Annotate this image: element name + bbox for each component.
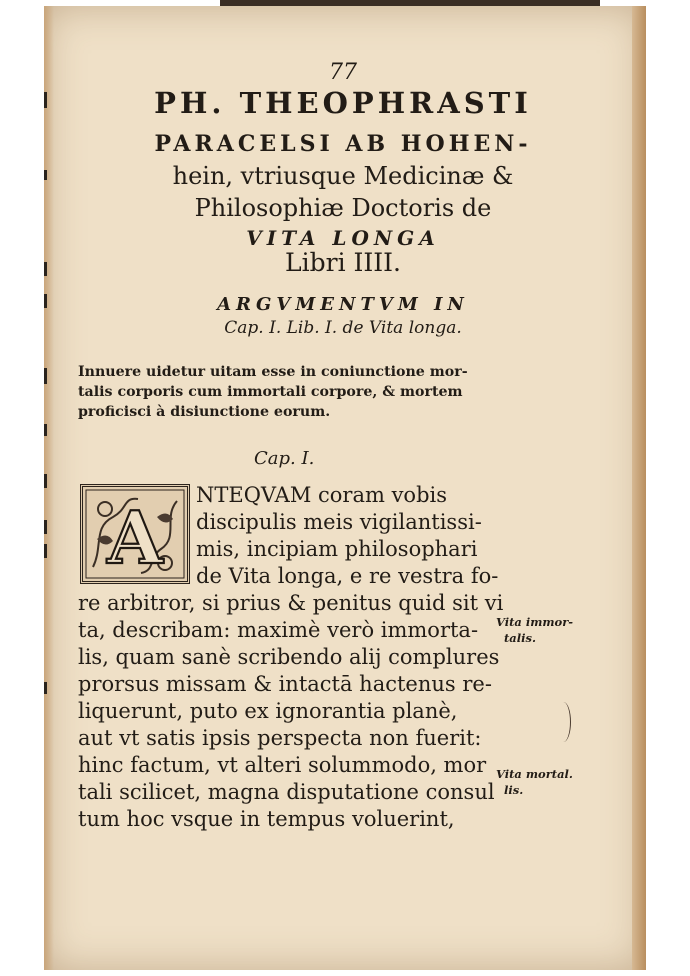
page-number: 77 (329, 60, 357, 85)
title-line-3: hein, vtriusque Medicinæ & (172, 162, 514, 190)
bleed-mark (44, 294, 47, 308)
marginal-note-line: Vita immor- (496, 615, 574, 629)
bleed-mark (44, 368, 47, 384)
marginal-note-vita-immortalis (496, 614, 573, 646)
body-line: liquerunt, puto ex ignorantia planè, (78, 699, 458, 723)
title-line-5: VITA LONGA (246, 226, 440, 250)
argument-heading: ARGVMENTVM IN (217, 294, 469, 315)
decorated-initial (80, 484, 190, 584)
body-line: mis, incipiam philosophari (196, 537, 478, 561)
body-line: NTEQVAM coram vobis (196, 483, 448, 507)
body-line: ta, describam: maximè verò immorta- (78, 618, 479, 642)
body-line: re arbitror, si prius & penitus quid sit vi (78, 591, 504, 615)
bleed-mark (44, 92, 47, 108)
bleed-mark (44, 262, 47, 276)
bleed-mark (44, 544, 47, 558)
argument-summary (78, 362, 498, 422)
marginal-note-line: Vita mortal. (496, 767, 573, 781)
chapter-heading: Cap. I. (254, 448, 315, 469)
body-line: hinc factum, vt alteri solummodo, mor (78, 753, 487, 777)
title-line-4: Philosophiæ Doctoris de (194, 194, 492, 222)
body-line: de Vita longa, e re vestra fo- (196, 564, 499, 588)
marginal-note-vita-mortalis (496, 766, 573, 798)
bleed-mark (44, 682, 47, 694)
body-line: lis, quam sanè scribendo alij complures (78, 645, 500, 669)
ink-mark (556, 702, 571, 742)
bleed-mark (44, 474, 47, 488)
dropcap-letter-glyph (83, 487, 187, 581)
body-line: aut vt satis ipsis perspecta non fuerit: (78, 726, 482, 750)
body-line: discipulis meis vigilantissi- (196, 510, 482, 534)
dropcap-letter: A (107, 495, 163, 580)
title-line-1: PH. THEOPHRASTI (154, 86, 532, 120)
title-line-6: Libri IIII. (285, 248, 401, 277)
summary-line: proficisci à disiunctione eorum. (78, 404, 331, 420)
bleed-mark (44, 424, 47, 436)
bleed-mark (44, 170, 47, 180)
page-gutter-shadow (44, 6, 54, 970)
body-line: tali scilicet, magna disputatione consul (78, 780, 495, 804)
bleed-mark (44, 520, 47, 534)
summary-line: Innuere uidetur uitam esse in coniunctione mor- (78, 364, 468, 380)
summary-line: talis corporis cum immortali corpore, & mortem (78, 384, 463, 400)
body-line: tum hoc vsque in tempus voluerint, (78, 807, 455, 831)
title-line-2: PARACELSI AB HOHEN- (154, 131, 532, 157)
marginal-note-line: lis. (504, 783, 524, 797)
marginal-note-line: talis. (504, 631, 536, 645)
body-line: prorsus missam & intactā hactenus re- (78, 672, 492, 696)
page-edge (632, 6, 646, 970)
argument-subheading: Cap. I. Lib. I. de Vita longa. (224, 318, 462, 338)
